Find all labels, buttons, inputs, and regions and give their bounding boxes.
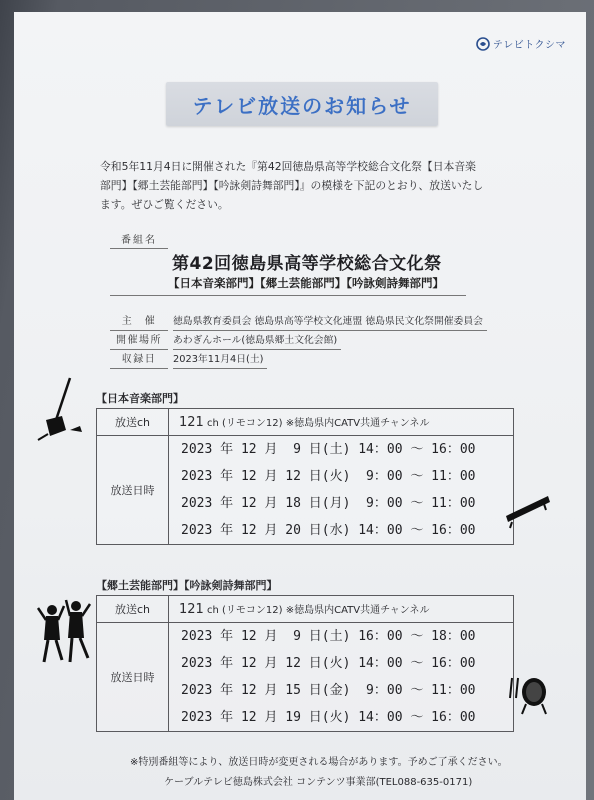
- table-row: [97, 436, 514, 545]
- broadcast-date: 2023 年 12 月 19 日(火) 14：00 ～ 16：00: [181, 710, 476, 725]
- section-title-japanese-music: 【日本音楽部門】: [96, 392, 184, 405]
- dates-cell: [169, 436, 514, 545]
- channel-value: [169, 409, 514, 436]
- meta-row-organizer: [110, 313, 487, 332]
- broadcast-date: 2023 年 12 月 15 日(金) 9：00 ～ 11：00: [181, 683, 476, 698]
- channel-label: 放送ch: [97, 596, 169, 623]
- broadcast-date: 2023 年 12 月 12 日(火) 9：00 ～ 11：00: [181, 469, 476, 484]
- dates-label: 放送日時: [97, 436, 169, 545]
- taiko-drum-icon: [508, 672, 556, 716]
- event-meta: [110, 313, 487, 370]
- schedule-table-folk-performing-arts: [96, 595, 514, 732]
- program-subtitle: 【日本音楽部門】【郷土芸能部門】【吟詠剣詩舞部門】: [168, 276, 444, 290]
- broadcast-date: 2023 年 12 月 9 日(土) 16：00 ～ 18：00: [181, 629, 476, 644]
- meta-label: 収録日: [110, 352, 168, 369]
- change-notice: ※特別番組等により、放送日時が変更される場合があります。予めご了承ください。: [130, 757, 508, 768]
- meta-row-venue: [110, 332, 487, 351]
- schedule-table-japanese-music: [96, 408, 514, 545]
- program-name-label: 番組名: [110, 231, 168, 249]
- intro-paragraph: 令和5年11月4日に開催された『第42回徳島県高等学校総合文化祭【日本音楽 部門】【郷土芸能部門】【吟詠剣詩舞部門】』の模様を下記のとおり、放送いたし ます。ぜひご覧ください。: [100, 160, 484, 211]
- company-contact: ケーブルテレビ徳島株式会社 コンテンツ事業部(TEL088-635-0171): [164, 777, 473, 788]
- table-row: [97, 623, 514, 732]
- broadcast-date: 2023 年 12 月 12 日(火) 14：00 ～ 16：00: [181, 656, 476, 671]
- channel-note: ch (リモコン12) ※徳島県内CATV共通チャンネル: [203, 418, 430, 429]
- channel-note: ch (リモコン12) ※徳島県内CATV共通チャンネル: [203, 605, 430, 616]
- company-logo: [476, 36, 566, 51]
- notice-document: [14, 12, 586, 800]
- tv-tokushima-logo-icon: [476, 37, 490, 51]
- broadcast-date: 2023 年 12 月 9 日(土) 14：00 ～ 16：00: [181, 442, 476, 457]
- table-row: [97, 596, 514, 623]
- awa-odori-dancers-icon: [36, 596, 94, 672]
- section-title-folk-performing-arts: 【郷土芸能部門】【吟詠剣詩舞部門】: [96, 579, 278, 592]
- program-title: 第42回徳島県高等学校総合文化祭: [172, 254, 442, 274]
- logo-text: テレビトクシマ: [492, 40, 566, 51]
- meta-value: 2023年11月4日(土): [173, 352, 267, 369]
- table-row: [97, 409, 514, 436]
- channel-number: 121: [179, 602, 204, 617]
- channel-value: [169, 596, 514, 623]
- divider: [110, 295, 466, 296]
- meta-value: 徳島県教育委員会 徳島県高等学校文化連盟 徳島県民文化祭開催委員会: [173, 314, 487, 331]
- broadcast-date: 2023 年 12 月 20 日(水) 14：00 ～ 16：00: [181, 523, 476, 538]
- dates-label: 放送日時: [97, 623, 169, 732]
- channel-number: 121: [179, 415, 204, 430]
- page-title: テレビ放送のお知らせ: [166, 82, 438, 126]
- meta-label: 主 催: [110, 314, 168, 331]
- shamisen-icon: [36, 374, 84, 444]
- meta-row-recording-date: [110, 351, 487, 370]
- meta-label: 開催場所: [110, 333, 168, 350]
- dates-cell: [169, 623, 514, 732]
- koto-icon: [504, 490, 552, 530]
- channel-label: 放送ch: [97, 409, 169, 436]
- broadcast-date: 2023 年 12 月 18 日(月) 9：00 ～ 11：00: [181, 496, 476, 511]
- meta-value: あわぎんホール(徳島県郷土文化会館): [173, 333, 341, 350]
